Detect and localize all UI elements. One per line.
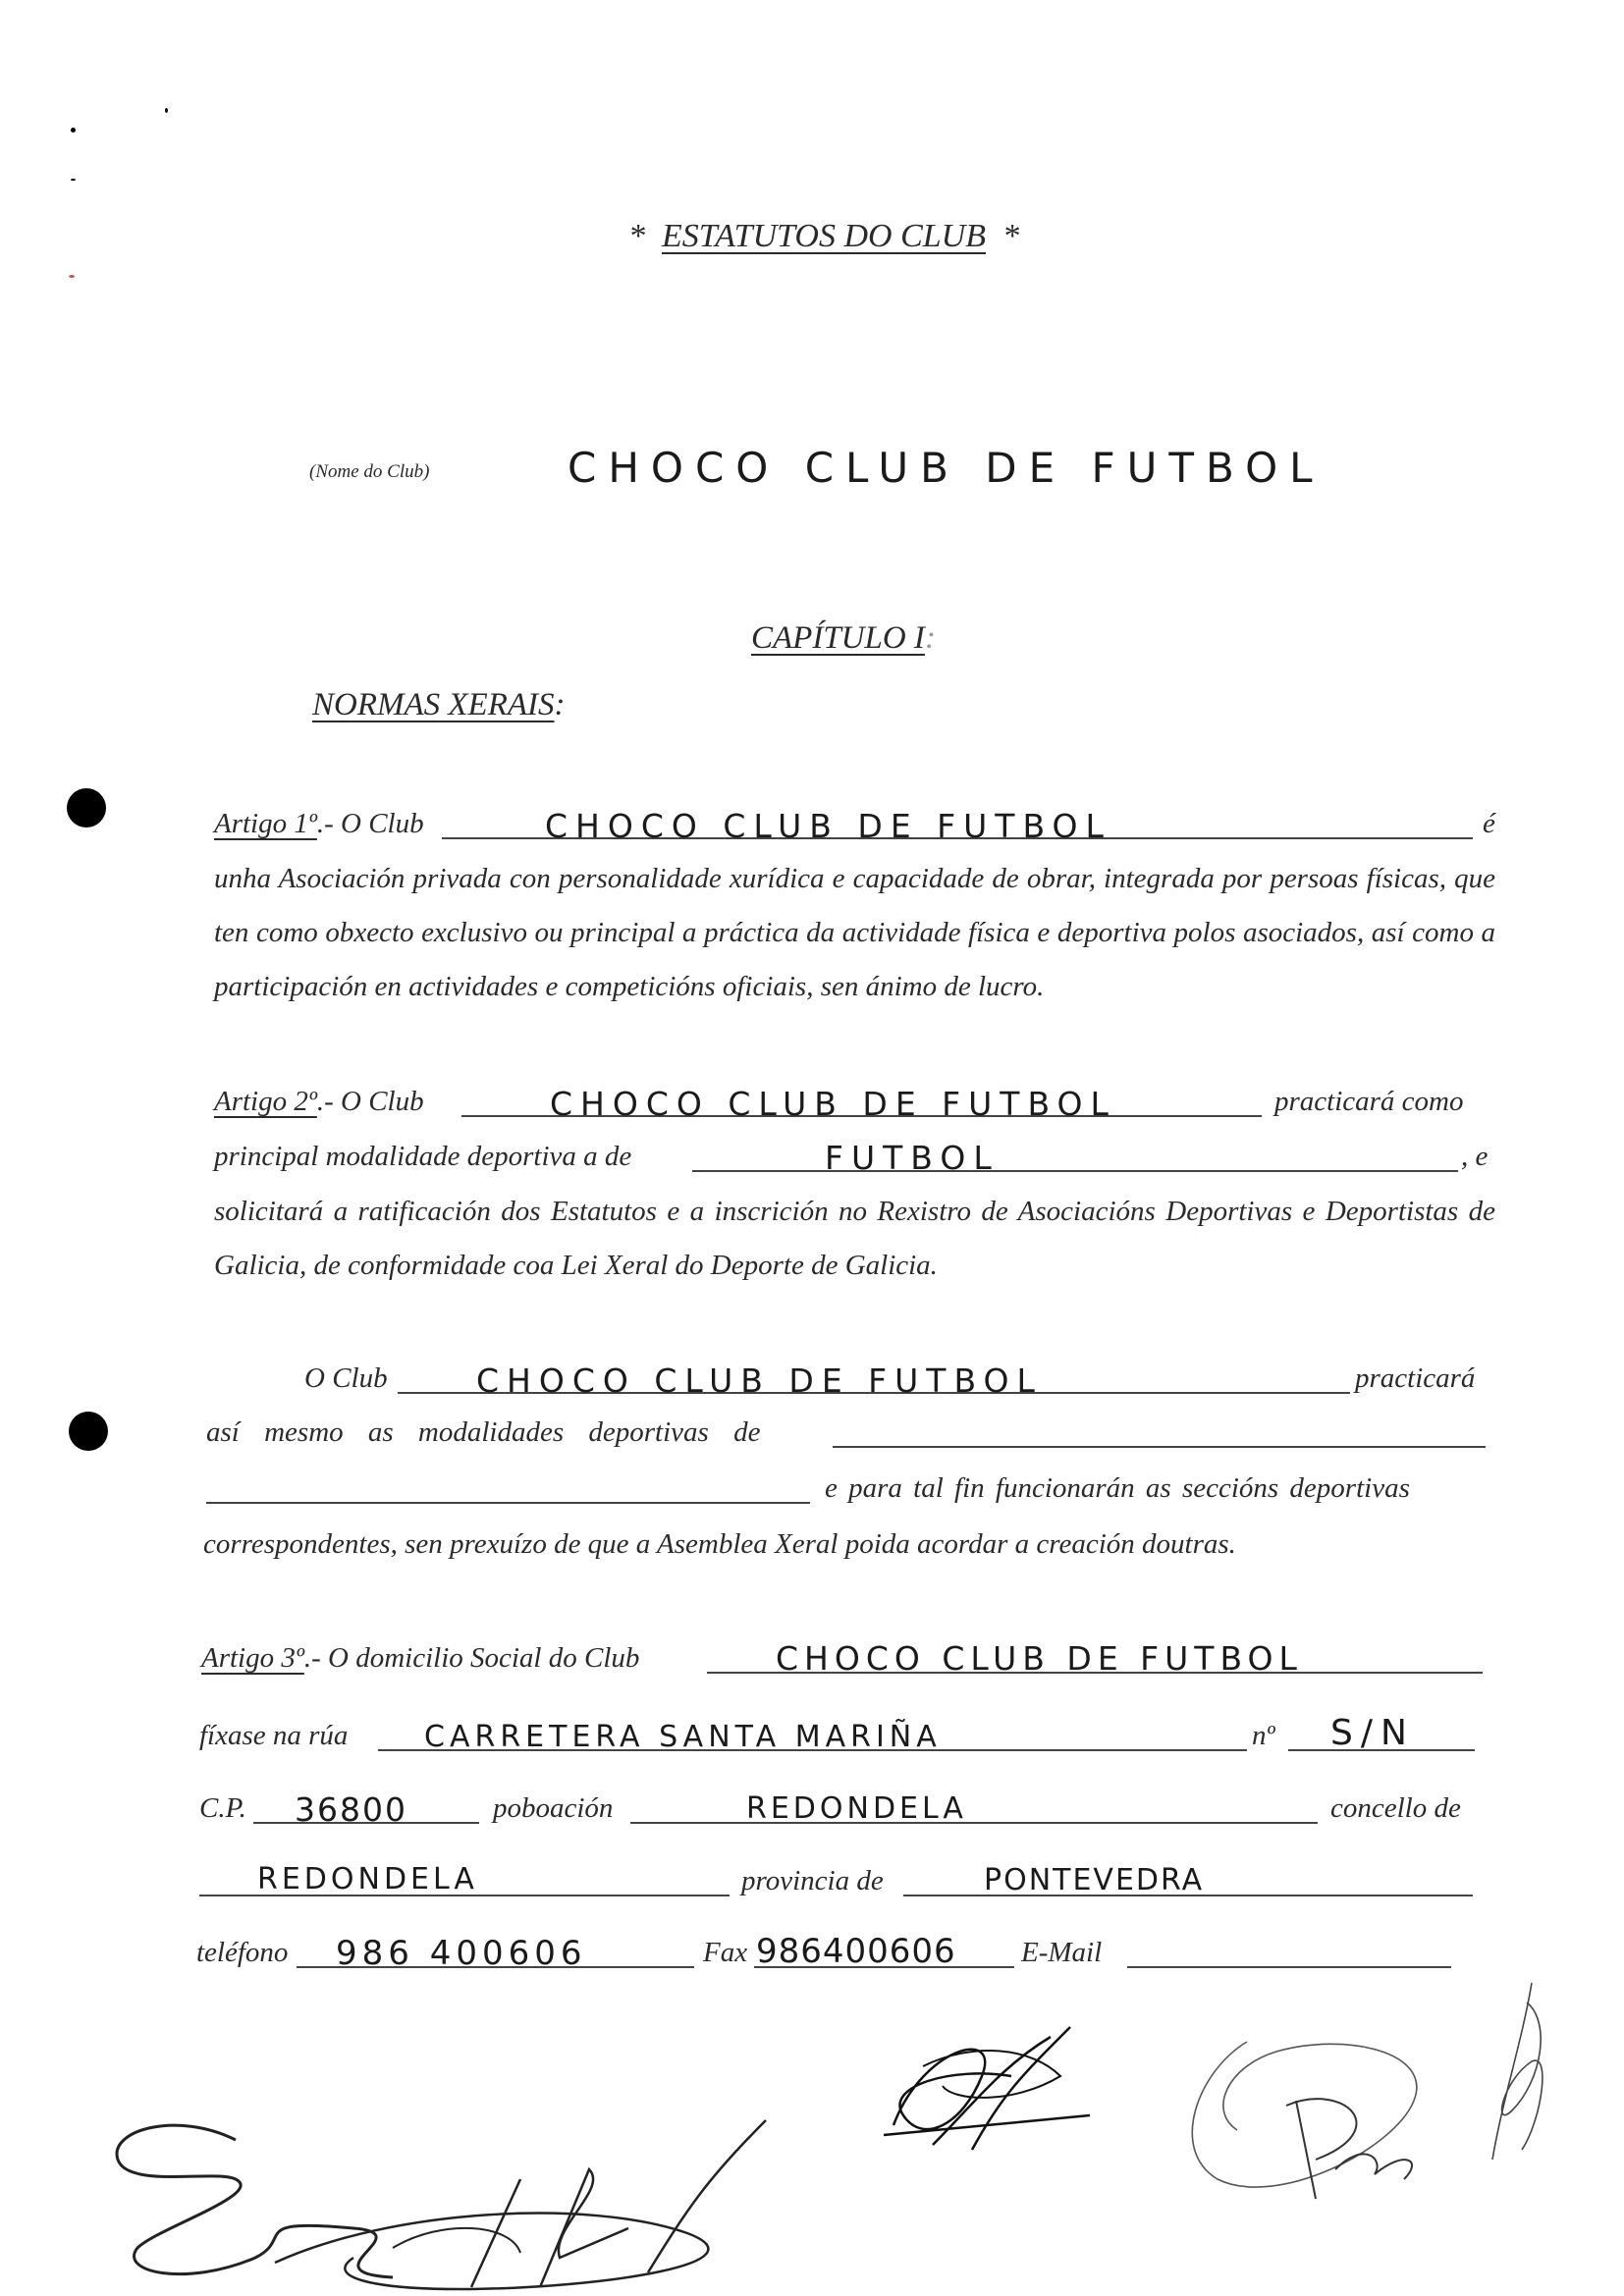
art3-town-value: REDONDELA (746, 1791, 967, 1826)
art2-modality-value: FUTBOL (825, 1139, 1000, 1177)
club-name-value: CHOCO CLUB DE FUTBOL (568, 444, 1325, 492)
art3-town-line (630, 1822, 1318, 1824)
art3-town-label: poboación (493, 1792, 614, 1824)
art3-club-value: CHOCO CLUB DE FUTBOL (776, 1639, 1303, 1678)
art2-modality-line (692, 1170, 1458, 1172)
margin-speck (71, 128, 76, 133)
art3-fax-value: 986400606 (756, 1932, 956, 1971)
header-star-left: * (628, 218, 645, 254)
art2-suffix: practicará como (1274, 1086, 1464, 1117)
art3-label-line (201, 1642, 639, 1675)
art3-province-value: PONTEVEDRA (984, 1863, 1205, 1897)
art2-p2-prefix: O Club (304, 1362, 388, 1394)
art3-fax-label: Fax (703, 1937, 748, 1968)
art3-street-label: fíxase na rúa (199, 1720, 349, 1751)
signature-1 (98, 2061, 785, 2296)
art1-label-line (214, 808, 424, 840)
art3-number-value: S/N (1330, 1713, 1415, 1753)
art3-phone-value: 986 400606 (336, 1934, 587, 1973)
art1-body: unha Asociación privada con personalidade xurídica e capacidade de obrar, integrada por persoas físicas, que ten como obxecto exclusivo ou principal a práctica da actividade física e deportiva polos asociados, así como a participación en actividades e competicións oficiais, sen ánimo de lucro. (214, 863, 1495, 1002)
section-title: NORMAS XERAIS (312, 687, 555, 722)
document-title: ESTATUTOS DO CLUB (662, 218, 986, 254)
art1-prefix: .- O Club (316, 808, 424, 839)
art2-p2-club-value: CHOCO CLUB DE FUTBOL (476, 1362, 1043, 1400)
art2-prefix: .- O Club (316, 1086, 424, 1117)
art3-email-line (1127, 1966, 1451, 1968)
section-heading (312, 687, 566, 723)
art3-label: Artigo 3º (201, 1642, 304, 1674)
margin-speck (71, 179, 76, 181)
art3-province-label: provincia de (741, 1865, 884, 1896)
club-name-label: (Nome do Club) (309, 461, 430, 482)
art2-p2-suffix: practicará (1355, 1362, 1476, 1394)
punch-hole (67, 788, 106, 828)
art3-prefix: .- O domicilio Social do Club (303, 1642, 640, 1674)
margin-speck (165, 108, 168, 113)
art3-street-value: CARRETERA SANTA MARIÑA (424, 1720, 942, 1754)
signature-4 (1473, 1963, 1581, 2179)
art2-p2-modalities-line-1 (833, 1446, 1486, 1448)
art1-suffix: é (1483, 808, 1495, 839)
art2-p2-line2: así mesmo as modalidades deportivas de (206, 1416, 761, 1448)
art2-line2-prefix: principal modalidade deportiva a de (214, 1141, 632, 1172)
punch-hole (69, 1412, 108, 1451)
section-colon: : (554, 687, 566, 722)
art1-club-value: CHOCO CLUB DE FUTBOL (545, 807, 1111, 845)
chapter-heading (751, 620, 936, 657)
margin-speck (69, 275, 75, 278)
art2-line2-suffix: , e (1461, 1141, 1489, 1172)
art3-cp-label: C.P. (199, 1792, 246, 1824)
art2-body: solicitará a ratificación dos Estatutos e a inscrición no Rexistro de Asociacións Deportivas e Deportistas de Galicia, de conformidade coa Lei Xeral do Deporte de Galicia. (214, 1196, 1495, 1281)
art2-label-line (214, 1086, 424, 1118)
signature-3 (1168, 2012, 1463, 2209)
art2-p2-modalities-line-2 (206, 1502, 810, 1504)
chapter-title: CAPÍTULO I (751, 620, 925, 656)
document-header (628, 218, 1019, 255)
chapter-colon: : (924, 620, 936, 656)
art2-club-value: CHOCO CLUB DE FUTBOL (550, 1085, 1116, 1123)
signature-2 (864, 2007, 1100, 2164)
art3-phone-label: teléfono (196, 1937, 289, 1968)
art3-email-label: E-Mail (1021, 1937, 1103, 1968)
art1-label: Artigo 1º (214, 808, 317, 839)
header-star-right: * (1002, 218, 1019, 254)
art3-number-label: nº (1252, 1720, 1275, 1751)
art3-council-label: concello de (1330, 1792, 1461, 1824)
art2-p2-line4: correspondentes, sen prexuízo de que a Asemblea Xeral poida acordar a creación doutras. (203, 1528, 1236, 1560)
art2-label: Artigo 2º (214, 1086, 317, 1117)
art3-cp-value: 36800 (295, 1790, 407, 1829)
art2-p2-line3: e para tal fin funcionarán as seccións deportivas (825, 1472, 1410, 1504)
art3-council-value: REDONDELA (257, 1862, 478, 1896)
